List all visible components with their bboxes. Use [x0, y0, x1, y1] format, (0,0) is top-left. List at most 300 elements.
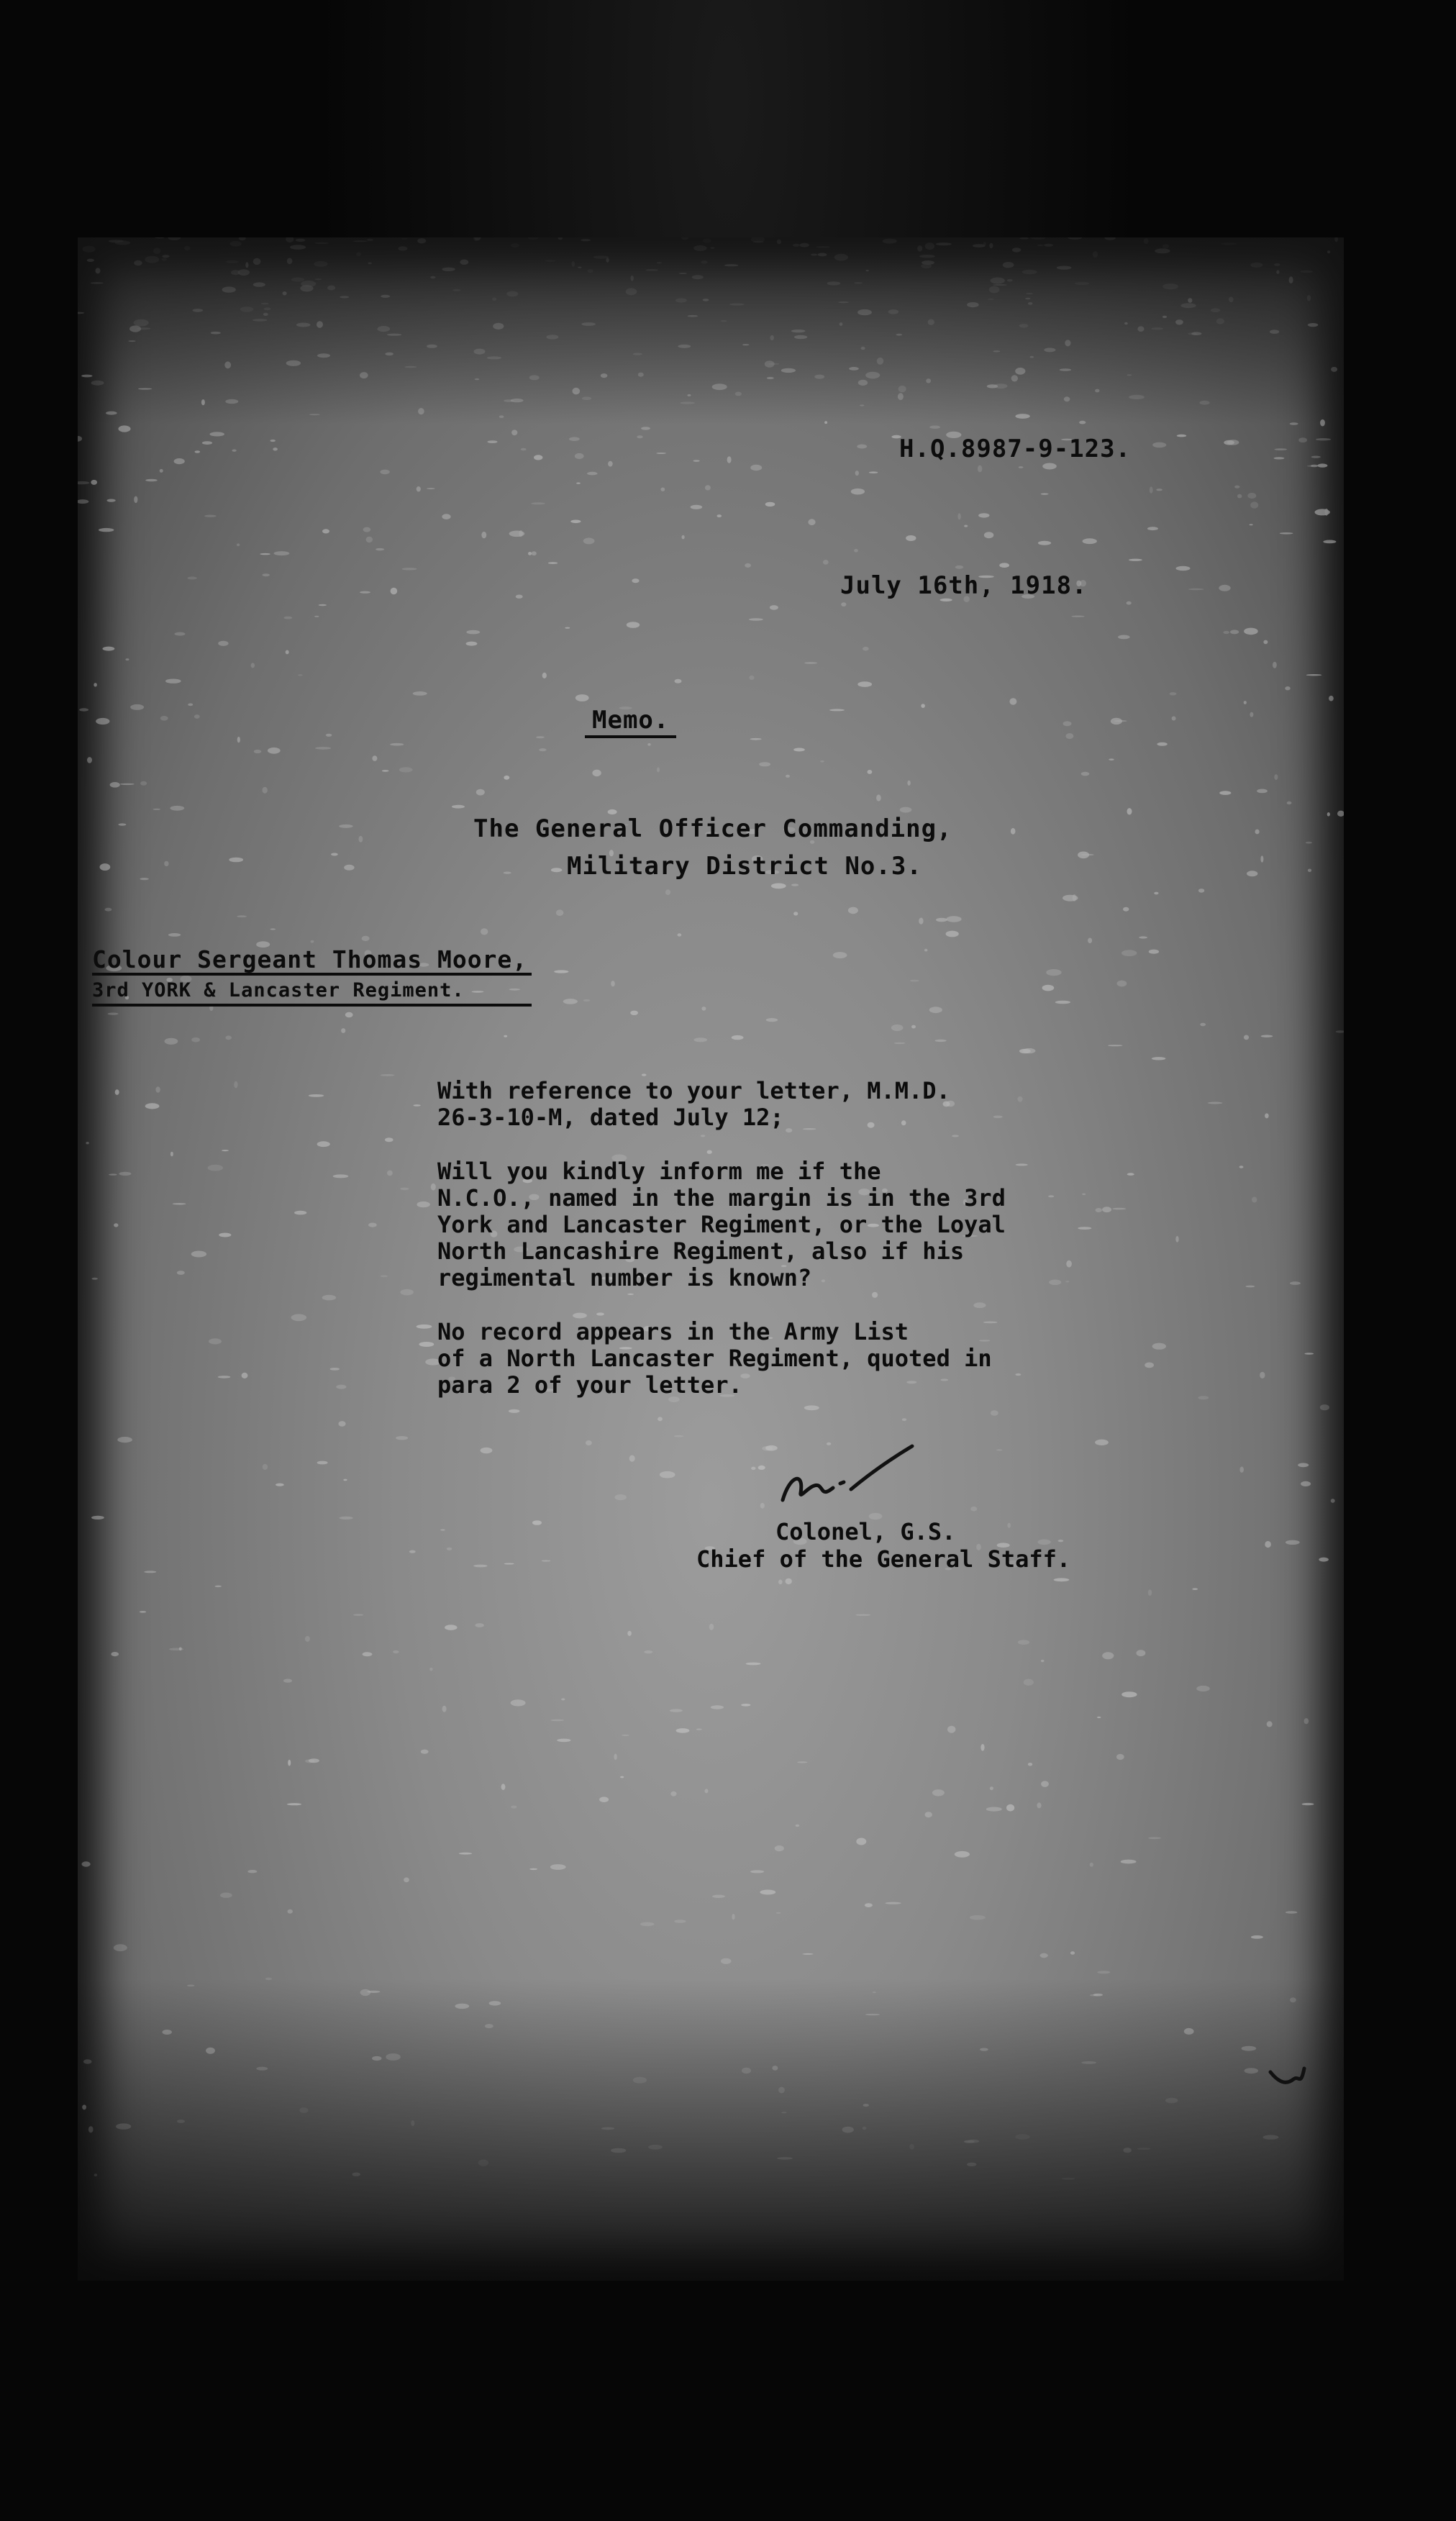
- speckle-dot: [385, 1137, 393, 1142]
- speckle-dot: [592, 770, 601, 777]
- speckle-dot: [273, 448, 278, 450]
- speckle-dot: [823, 560, 829, 565]
- speckle-dot: [1177, 435, 1186, 437]
- speckle-dot: [802, 1953, 813, 1955]
- speckle-dot: [1040, 1953, 1048, 1958]
- speckle-dot: [209, 432, 224, 436]
- speckle-dot: [263, 1464, 268, 1470]
- speckle-dot: [1208, 1102, 1223, 1104]
- speckle-dot: [305, 1636, 310, 1642]
- speckle-dot: [1129, 559, 1142, 561]
- speckle-dot: [970, 1507, 977, 1512]
- speckle-dot: [629, 1455, 635, 1462]
- speckle-dot: [399, 767, 413, 772]
- speckle-dot: [1170, 692, 1177, 695]
- speckle-dot: [587, 472, 597, 476]
- speckle-dot: [906, 535, 916, 541]
- speckle-dot: [340, 1517, 353, 1520]
- speckle-dot: [317, 1461, 328, 1465]
- speckle-dot: [935, 1040, 947, 1042]
- speckle-dot: [1172, 717, 1176, 721]
- speckle-dot: [376, 548, 384, 550]
- speckle-dot: [366, 537, 373, 542]
- speckle-dot: [92, 1278, 98, 1280]
- speckle-dot: [118, 823, 126, 825]
- speckle-dot: [1301, 1481, 1311, 1486]
- speckle-dot: [108, 1013, 119, 1015]
- speckle-dot: [78, 481, 89, 484]
- speckle-dot: [682, 535, 685, 540]
- speckle-dot: [96, 718, 109, 724]
- speckle-dot: [1198, 889, 1204, 893]
- speckle-dot: [622, 1735, 629, 1736]
- speckle-dot: [78, 436, 82, 442]
- speckle-dot: [1073, 894, 1076, 901]
- speckle-dot: [251, 663, 255, 668]
- speckle-dot: [237, 543, 240, 546]
- speckle-dot: [955, 565, 964, 569]
- speckle-dot: [804, 662, 817, 663]
- speckle-dot: [1192, 1588, 1198, 1590]
- speckle-dot: [1088, 938, 1092, 944]
- speckle-dot: [165, 679, 181, 683]
- speckle-dot: [750, 738, 762, 740]
- speckle-dot: [705, 1789, 709, 1793]
- speckle-dot: [125, 658, 129, 660]
- speckle-dot: [820, 760, 824, 763]
- speckle-dot: [841, 602, 846, 607]
- speckle-dot: [924, 949, 927, 952]
- speckle-dot: [1255, 830, 1260, 835]
- speckle-dot: [204, 515, 216, 517]
- speckle-dot: [1336, 1030, 1344, 1032]
- speckle-dot: [109, 1173, 117, 1175]
- speckle-dot: [1149, 950, 1159, 954]
- speckle-dot: [368, 1223, 377, 1227]
- speckle-dot: [466, 630, 480, 635]
- speckle-dot: [1148, 1589, 1152, 1596]
- speckle-dot: [341, 1028, 345, 1033]
- speckle-dot: [1286, 1540, 1300, 1545]
- speckle-dot: [910, 980, 919, 982]
- speckle-dot: [750, 465, 762, 471]
- speckle-dot: [1156, 489, 1162, 491]
- speckle-dot: [1109, 758, 1114, 760]
- speckle-dot: [531, 502, 545, 504]
- speckle-dot: [557, 1739, 570, 1743]
- speckle-dot: [630, 1011, 638, 1015]
- speckle-dot: [390, 743, 404, 746]
- speckle-dot: [750, 1870, 764, 1873]
- speckle-dot: [1102, 1652, 1114, 1659]
- speckle-dot: [263, 573, 270, 576]
- speckle-dot: [637, 435, 642, 438]
- speckle-dot: [676, 1728, 690, 1733]
- speckle-dot: [481, 532, 486, 538]
- speckle-dot: [170, 806, 184, 811]
- speckle-dot: [1327, 812, 1330, 817]
- speckle-dot: [291, 1314, 307, 1321]
- speckle-dot: [1111, 718, 1122, 724]
- speckle-dot: [717, 514, 722, 517]
- speckle-dot: [387, 1171, 393, 1176]
- speckle-dot: [1298, 437, 1307, 442]
- signature-rank: Colonel, G.S.: [775, 1518, 956, 1545]
- speckle-dot: [947, 1726, 955, 1733]
- speckle-dot: [1250, 712, 1253, 717]
- speckle-dot: [504, 872, 511, 874]
- speckle-dot: [440, 1530, 445, 1531]
- speckle-dot: [732, 1914, 734, 1920]
- speckle-dot: [473, 1565, 487, 1568]
- speckle-dot: [263, 787, 268, 794]
- speckle-dot: [1280, 532, 1293, 535]
- speckle-dot: [288, 1909, 293, 1914]
- speckle-dot: [1139, 936, 1147, 938]
- speckle-dot: [168, 933, 181, 937]
- speckle-dot: [169, 1648, 183, 1651]
- speckle-dot: [999, 563, 1009, 568]
- speckle-dot: [829, 709, 845, 711]
- speckle-dot: [164, 861, 168, 866]
- speckle-dot: [254, 750, 262, 753]
- speckle-dot: [504, 776, 509, 780]
- speckle-dot: [1274, 457, 1285, 459]
- margin-note: [92, 946, 532, 1007]
- speckle-dot: [921, 704, 925, 708]
- speckle-dot: [391, 588, 398, 594]
- speckle-dot: [363, 1652, 373, 1656]
- speckle-dot: [1319, 1558, 1329, 1562]
- speckle-dot: [808, 519, 815, 525]
- speckle-dot: [691, 505, 703, 509]
- speckle-dot: [381, 1275, 388, 1277]
- speckle-dot: [793, 912, 798, 915]
- speckle-dot: [311, 940, 314, 943]
- speckle-dot: [326, 734, 332, 737]
- speckle-dot: [343, 1479, 347, 1481]
- speckle-dot: [372, 755, 377, 761]
- speckle-dot: [569, 437, 580, 441]
- speckle-dot: [1071, 616, 1084, 617]
- speckle-dot: [1320, 1404, 1329, 1410]
- speckle-dot: [583, 537, 595, 544]
- speckle-dot: [225, 1035, 232, 1040]
- speckle-dot: [732, 1035, 744, 1040]
- speckle-dot: [1123, 907, 1129, 912]
- handwritten-signature: [772, 1432, 916, 1511]
- speckle-dot: [978, 465, 982, 473]
- speckle-dot: [957, 513, 960, 519]
- speckle-dot: [1009, 698, 1016, 704]
- speckle-dot: [1273, 662, 1277, 668]
- speckle-dot: [946, 916, 961, 922]
- speckle-dot: [94, 683, 97, 686]
- bottom-shadow: [78, 1979, 1344, 2281]
- speckle-dot: [191, 1251, 206, 1258]
- speckle-dot: [1055, 1001, 1070, 1004]
- margin-note-line-1: Colour Sergeant Thomas Moore,: [92, 946, 532, 976]
- speckle-dot: [160, 469, 163, 473]
- speckle-dot: [447, 1548, 452, 1550]
- speckle-dot: [1308, 869, 1311, 873]
- speckle-dot: [863, 647, 869, 651]
- speckle-dot: [170, 1152, 173, 1157]
- speckle-dot: [140, 781, 147, 786]
- document-date: July 16th, 1918.: [840, 571, 1088, 600]
- speckle-dot: [219, 1233, 231, 1237]
- speckle-dot: [208, 1165, 223, 1171]
- speckle-dot: [1083, 538, 1097, 544]
- speckle-dot: [749, 618, 763, 620]
- speckle-dot: [1024, 1679, 1034, 1686]
- speckle-dot: [576, 483, 581, 484]
- speckle-dot: [114, 1944, 127, 1951]
- speckle-dot: [900, 807, 912, 813]
- speckle-dot: [175, 632, 186, 636]
- speckle-dot: [105, 908, 112, 912]
- speckle-dot: [1239, 1467, 1244, 1473]
- speckle-dot: [284, 617, 293, 619]
- speckle-dot: [1323, 540, 1336, 544]
- speckle-dot: [955, 1851, 970, 1858]
- speckle-dot: [82, 1861, 91, 1866]
- speckle-dot: [1152, 1057, 1166, 1060]
- speckle-dot: [786, 775, 790, 778]
- speckle-dot: [188, 704, 193, 707]
- speckle-dot: [476, 789, 485, 796]
- speckle-dot: [608, 461, 613, 467]
- speckle-dot: [145, 479, 157, 482]
- speckle-dot: [857, 445, 867, 449]
- speckle-dot: [314, 616, 319, 617]
- speckle-dot: [1227, 440, 1239, 445]
- speckle-dot: [1307, 465, 1314, 467]
- speckle-dot: [1290, 1281, 1301, 1285]
- speckle-dot: [1028, 1763, 1032, 1766]
- speckle-dot: [286, 650, 289, 655]
- speckle-dot: [1038, 541, 1051, 545]
- speckle-dot: [1247, 871, 1257, 876]
- speckle-dot: [363, 527, 370, 532]
- speckle-dot: [118, 425, 130, 432]
- speckle-dot: [869, 471, 878, 473]
- speckle-dot: [1263, 640, 1268, 645]
- speckle-dot: [1316, 438, 1331, 440]
- speckle-dot: [511, 1806, 517, 1809]
- speckle-dot: [575, 694, 589, 701]
- speckle-dot: [413, 1104, 420, 1107]
- speckle-dot: [911, 1025, 916, 1029]
- speckle-dot: [317, 1141, 330, 1147]
- speckle-dot: [929, 1007, 942, 1013]
- speckle-dot: [1196, 1686, 1210, 1691]
- speckle-dot: [298, 674, 303, 676]
- speckle-dot: [657, 767, 660, 772]
- speckle-dot: [534, 455, 542, 460]
- body-paragraph-3: No record appears in the Army List of a North Lancaster Regiment, quoted in para 2 of your letter.: [437, 1318, 992, 1399]
- margin-note-line-2: 3rd YORK & Lancaster Regiment.: [92, 977, 532, 1007]
- speckle-dot: [504, 1563, 514, 1565]
- speckle-dot: [99, 528, 114, 532]
- speckle-dot: [599, 1797, 609, 1802]
- speckle-dot: [516, 595, 523, 599]
- speckle-dot: [554, 970, 568, 973]
- speckle-dot: [1265, 1541, 1271, 1548]
- speckle-dot: [91, 1516, 104, 1520]
- speckle-dot: [627, 622, 640, 628]
- speckle-dot: [693, 460, 700, 462]
- speckle-dot: [1250, 524, 1253, 525]
- speckle-dot: [705, 485, 711, 490]
- speckle-dot: [1331, 1499, 1335, 1503]
- signature-position: Chief of the General Staff.: [696, 1545, 1071, 1573]
- speckle-dot: [759, 762, 770, 766]
- speckle-dot: [775, 1845, 784, 1851]
- speckle-dot: [360, 591, 370, 594]
- speckle-dot: [344, 865, 354, 871]
- speckle-dot: [1265, 1113, 1269, 1118]
- speckle-dot: [353, 1614, 363, 1616]
- speckle-dot: [932, 1789, 945, 1796]
- speckle-dot: [778, 1580, 783, 1585]
- speckle-dot: [1150, 486, 1153, 493]
- corner-pen-mark: [1265, 2058, 1308, 2101]
- speckle-dot: [1237, 494, 1242, 499]
- speckle-dot: [674, 1920, 686, 1923]
- speckle-dot: [521, 448, 527, 450]
- speckle-dot: [417, 1325, 432, 1329]
- speckle-dot: [111, 1652, 119, 1656]
- speckle-dot: [315, 747, 331, 750]
- speckle-dot: [115, 1089, 119, 1095]
- speckle-dot: [856, 1614, 871, 1616]
- speckle-dot: [1095, 1440, 1109, 1445]
- speckle-dot: [87, 757, 92, 763]
- speckle-dot: [431, 1184, 436, 1191]
- speckle-dot: [563, 999, 578, 1004]
- speckle-dot: [218, 641, 228, 646]
- speckle-dot: [260, 553, 270, 555]
- speckle-dot: [103, 647, 115, 651]
- speckle-dot: [1148, 1837, 1161, 1839]
- speckle-dot: [539, 748, 546, 751]
- speckle-dot: [978, 513, 989, 517]
- speckle-dot: [452, 805, 465, 809]
- speckle-dot: [770, 605, 778, 610]
- document-page: [78, 237, 1344, 2281]
- speckle-dot: [1054, 1578, 1070, 1581]
- speckle-dot: [1275, 448, 1288, 450]
- speckle-dot: [970, 1915, 986, 1920]
- speckle-dot: [575, 453, 584, 459]
- speckle-dot: [140, 1611, 146, 1613]
- speckle-dot: [413, 691, 427, 696]
- speckle-dot: [475, 1623, 483, 1627]
- speckle-dot: [1097, 1971, 1110, 1973]
- speckle-dot: [641, 427, 650, 430]
- speckle-dot: [1230, 630, 1239, 634]
- speckle-dot: [396, 1436, 408, 1440]
- speckle-dot: [796, 1825, 800, 1827]
- speckle-dot: [202, 441, 212, 445]
- speckle-dot: [1239, 1166, 1244, 1168]
- speckle-dot: [91, 480, 97, 485]
- speckle-dot: [402, 568, 417, 570]
- speckle-dot: [793, 748, 805, 752]
- speckle-dot: [696, 1729, 702, 1730]
- memo-heading: Memo.: [585, 707, 676, 738]
- speckle-dot: [851, 489, 865, 495]
- speckle-dot: [984, 532, 993, 538]
- speckle-dot: [771, 884, 786, 889]
- speckle-dot: [345, 1012, 353, 1017]
- speckle-dot: [481, 928, 488, 935]
- speckle-dot: [381, 1074, 395, 1076]
- speckle-dot: [614, 1754, 616, 1761]
- speckle-dot: [110, 782, 120, 788]
- speckle-dot: [678, 933, 682, 936]
- speckle-dot: [1011, 828, 1016, 835]
- speckle-dot: [117, 1437, 132, 1443]
- speckle-dot: [222, 1150, 229, 1151]
- speckle-dot: [929, 426, 940, 429]
- speckle-dot: [857, 681, 872, 687]
- speckle-dot: [191, 1037, 200, 1043]
- speckle-dot: [1311, 456, 1321, 458]
- speckle-dot: [215, 1586, 222, 1588]
- speckle-dot: [1260, 1372, 1265, 1378]
- speckle-dot: [891, 1025, 904, 1031]
- speckle-dot: [362, 936, 370, 941]
- speckle-dot: [936, 918, 947, 922]
- speckle-dot: [305, 1759, 314, 1763]
- speckle-dot: [1324, 509, 1328, 516]
- speckle-dot: [656, 453, 666, 454]
- speckle-dot: [776, 1912, 781, 1914]
- speckle-dot: [287, 1803, 301, 1805]
- speckle-dot: [758, 1466, 765, 1470]
- speckle-dot: [665, 889, 670, 895]
- speckle-dot: [309, 1094, 324, 1097]
- speckle-dot: [268, 748, 281, 754]
- speckle-dot: [177, 1271, 185, 1275]
- speckle-dot: [586, 1440, 592, 1445]
- speckle-dot: [100, 863, 111, 871]
- speckle-dot: [130, 704, 144, 710]
- speckle-dot: [886, 1902, 901, 1904]
- speckle-dot: [1198, 1396, 1209, 1399]
- speckle-dot: [1127, 601, 1132, 605]
- speckle-dot: [565, 627, 570, 629]
- speckle-dot: [401, 1289, 414, 1296]
- speckle-dot: [1041, 1781, 1049, 1787]
- speckle-dot: [1041, 494, 1049, 495]
- speckle-dot: [330, 1368, 340, 1371]
- speckle-dot: [583, 999, 591, 1001]
- speckle-dot: [270, 928, 276, 930]
- speckle-dot: [409, 1550, 416, 1553]
- speckle-dot: [134, 496, 137, 504]
- speckle-dot: [556, 909, 563, 916]
- speckle-dot: [611, 981, 615, 986]
- speckle-dot: [336, 1385, 346, 1389]
- speckle-dot: [694, 1037, 707, 1042]
- speckle-dot: [1023, 1048, 1036, 1053]
- speckle-dot: [990, 1786, 993, 1790]
- speckle-dot: [1042, 463, 1057, 470]
- speckle-dot: [294, 1211, 306, 1215]
